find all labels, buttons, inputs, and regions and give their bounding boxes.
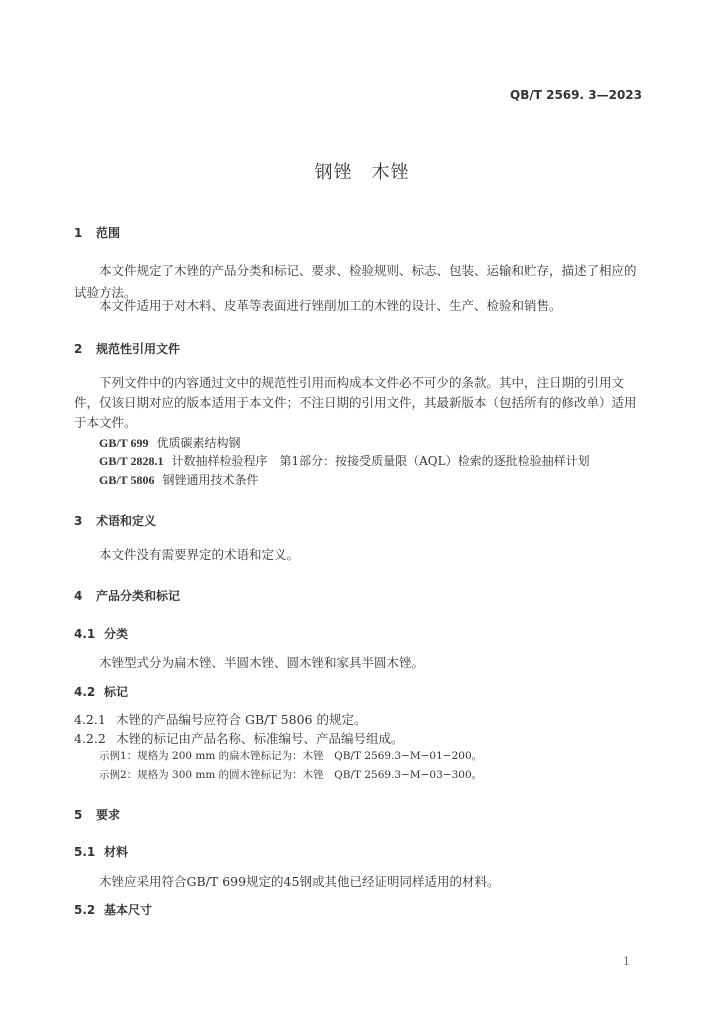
section-4-2-heading <box>74 683 128 700</box>
clause-text: 木锉的标记由产品名称、标准编号、产品编号组成。 <box>116 731 404 746</box>
section-4-1-paragraph: 木锉型式分为扁木锉、半圆木锉、圆木锉和家具半圆木锉。 <box>99 655 425 670</box>
reference-code: GB/T 699 <box>99 436 149 450</box>
reference-item <box>99 434 240 451</box>
page-number: 1 <box>623 955 630 968</box>
reference-code: GB/T 2828.1 <box>99 454 164 468</box>
reference-title: 钢锉通用技术条件 <box>162 473 259 487</box>
section-number: 4.2 <box>74 685 96 699</box>
standard-code: QB/T 2569. 3—2023 <box>510 88 642 102</box>
reference-item <box>99 452 590 469</box>
example-2: 示例2：规格为 300 mm 的圆木锉标记为：木锉 QB/T 2569.3−M−03−300。 <box>99 769 483 781</box>
section-4-1-heading <box>74 625 128 642</box>
reference-item <box>99 471 258 488</box>
reference-title: 优质碳素结构钢 <box>156 436 241 450</box>
section-1-heading <box>74 224 120 241</box>
document-title: 钢锉 木锉 <box>314 162 410 183</box>
section-title: 规范性引用文件 <box>96 342 181 356</box>
section-number: 1 <box>74 226 83 240</box>
section-2-heading <box>74 340 180 357</box>
section-number: 5 <box>74 808 83 822</box>
section-5-1-paragraph: 木锉应采用符合GB/T 699规定的45钢或其他已经证明同样适用的材料。 <box>99 874 500 889</box>
section-title: 材料 <box>104 845 129 859</box>
section-title: 范围 <box>96 226 121 240</box>
section-title: 要求 <box>96 808 121 822</box>
section-1-paragraph-1: 本文件规定了木锉的产品分类和标记、要求、检验规则、标志、包装、运输和贮存，描述了相应的试验方法。 <box>74 263 637 300</box>
section-title: 标记 <box>104 685 129 699</box>
clause-number: 4.2.1 <box>74 712 106 727</box>
section-number: 2 <box>74 342 83 356</box>
clause-number: 4.2.2 <box>74 731 106 746</box>
section-2-paragraph-1: 下列文件中的内容通过文中的规范性引用而构成本文件必不可少的条款。其中，注日期的引用文件，仅该日期对应的版本适用于本文件；不注日期的引用文件，其最新版本（包括所有的修改单）适用于本文件。 <box>74 375 637 430</box>
reference-code: GB/T 5806 <box>99 473 155 487</box>
reference-title: 计数抽样检验程序 第1部分：按接受质量限（AQL）检索的逐批检验抽样计划 <box>171 454 590 468</box>
section-number: 5.2 <box>74 903 96 917</box>
section-title: 产品分类和标记 <box>96 589 181 603</box>
section-number: 4.1 <box>74 627 96 641</box>
section-5-heading <box>74 806 120 823</box>
section-3-paragraph-1: 本文件没有需要界定的术语和定义。 <box>99 547 300 562</box>
section-4-heading <box>74 587 180 604</box>
section-3-heading <box>74 512 156 529</box>
clause-4-2-2 <box>74 729 404 747</box>
section-number: 4 <box>74 589 83 603</box>
section-number: 5.1 <box>74 845 96 859</box>
section-title: 基本尺寸 <box>104 903 153 917</box>
section-1-paragraph-2: 本文件适用于对木料、皮革等表面进行锉削加工的木锉的设计、生产、检验和销售。 <box>99 298 562 313</box>
section-title: 术语和定义 <box>96 514 157 528</box>
clause-text: 木锉的产品编号应符合 GB/T 5806 的规定。 <box>116 712 367 727</box>
clause-4-2-1 <box>74 710 366 728</box>
example-1: 示例1：规格为 200 mm 的扁木锉标记为：木锉 QB/T 2569.3−M−01−200。 <box>99 750 483 762</box>
section-title: 分类 <box>104 627 129 641</box>
section-number: 3 <box>74 514 83 528</box>
section-5-2-heading <box>74 901 152 918</box>
section-5-1-heading <box>74 843 128 860</box>
